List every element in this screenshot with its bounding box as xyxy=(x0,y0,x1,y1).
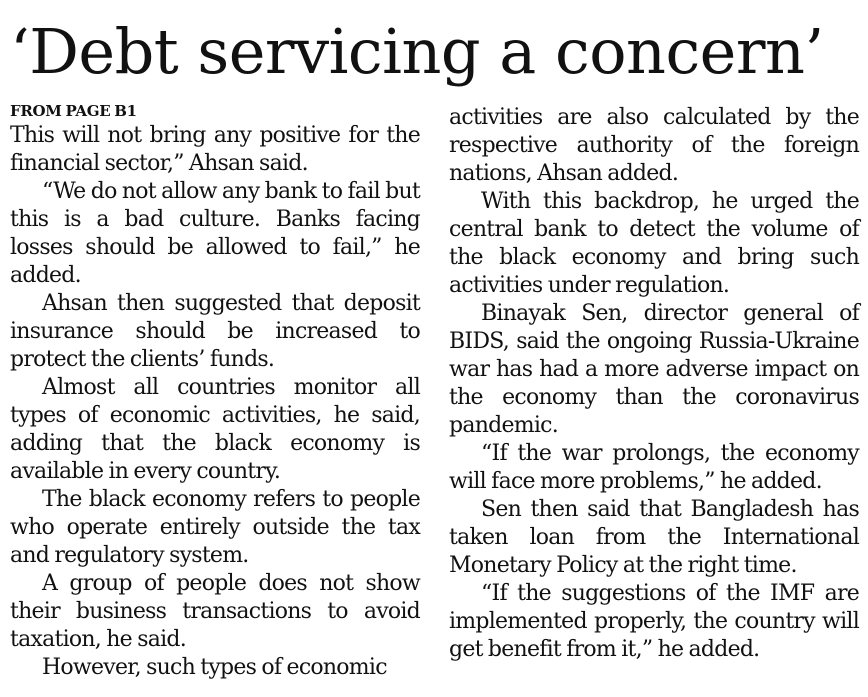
paragraph: Almost all countries monitor all types of economic activities, he said, adding that the black economy is available in every country. xyxy=(10,375,420,484)
paragraph: “If the suggestions of the IMF are implemented properly, the country will get benefit from it,” he added. xyxy=(449,581,859,662)
article-column-left xyxy=(10,100,420,682)
page-jump-kicker: FROM PAGE B1 xyxy=(10,102,137,120)
paragraph: activities are also calculated by the respective authority of the foreign nations, Ahsan added. xyxy=(449,105,859,186)
paragraph: However, such types of economic xyxy=(42,655,387,680)
paragraph: Binayak Sen, director general of BIDS, said the ongoing Russia-Ukraine war has had a more adverse impact on the economy than the coronavirus pandemic. xyxy=(449,301,859,438)
paragraph: Sen then said that Bangladesh has taken loan from the International Monetary Policy at the right time. xyxy=(449,497,859,578)
article-column-right xyxy=(449,104,859,664)
paragraph: “If the war prolongs, the economy will face more problems,” he added. xyxy=(449,441,859,494)
paragraph: The black economy refers to people who operate entirely outside the tax and regulatory system. xyxy=(10,487,420,568)
paragraph: With this backdrop, he urged the central bank to detect the volume of the black economy and bring such activities under regulation. xyxy=(449,189,859,298)
paragraph: “We do not allow any bank to fail but this is a bad culture. Banks facing losses should be allowed to fail,” he added. xyxy=(10,179,420,288)
paragraph: Ahsan then suggested that deposit insurance should be increased to protect the clients’ funds. xyxy=(10,291,420,372)
paragraph: This will not bring any positive for the financial sector,” Ahsan said. xyxy=(10,123,420,176)
article-headline: ‘Debt servicing a concern’ xyxy=(10,15,824,88)
paragraph: A group of people does not show their business transactions to avoid taxation, he said. xyxy=(10,571,420,652)
